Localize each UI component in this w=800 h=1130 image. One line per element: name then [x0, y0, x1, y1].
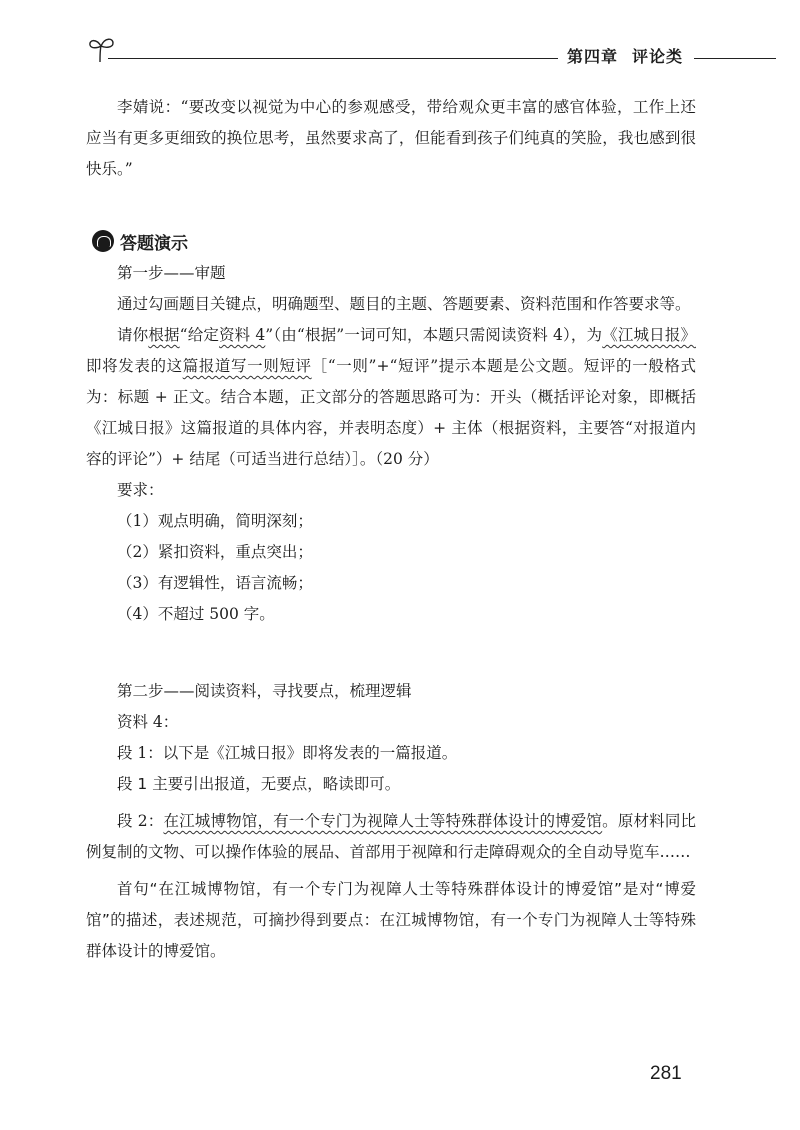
- paragraph-2-note: 首句“在江城博物馆，有一个专门为视障人士等特殊群体设计的博爱馆”是对“博爱馆”的描述，表述规范，可摘抄得到要点：在江城博物馆，有一个专门为视障人士等特殊群体设计的博爱馆。: [86, 880, 696, 960]
- running-header: [567, 44, 683, 67]
- paragraph-1-note: 段 1 主要引出报道，无要点，略读即可。: [117, 775, 401, 793]
- material-paragraph-2: [86, 806, 696, 868]
- marked-keyword: 根据: [148, 326, 180, 344]
- material-label: 资料 4：: [117, 713, 179, 731]
- header-rule-left: [108, 58, 558, 59]
- section-heading: [92, 226, 188, 256]
- requirement-item: （3）有逻辑性，语言流畅；: [117, 574, 313, 592]
- step1-analysis: [86, 320, 696, 475]
- step2-block: [86, 676, 696, 967]
- text-run: “给定: [179, 326, 220, 344]
- step1-heading: 第一步——审题: [117, 264, 226, 282]
- requirement-item: （2）紧扣资料，重点突出；: [117, 543, 313, 561]
- text-run: 请你: [117, 326, 149, 344]
- requirements-label: 要求：: [117, 481, 164, 499]
- chapter-label: 第四章: [567, 47, 619, 66]
- answer-demo-icon: [92, 230, 114, 252]
- header-rule-right: [694, 58, 776, 59]
- page-number: 281: [650, 1063, 682, 1084]
- step2-heading: 第二步——阅读资料，寻找要点，梳理逻辑: [117, 682, 412, 700]
- requirement-item: （1）观点明确，简明深刻；: [117, 512, 313, 530]
- requirement-item: （4）不超过 500 字。: [117, 605, 275, 623]
- text-run: ［“一则”+“短评”提示本题是公文题。短评的一般格式为：标题 + 正文。结合本题，正文部分的答题思路可为：开头（概括评论对象，即概括《江城日报》这篇报道的具体内容，并表明态度）+ 主体（根据资料，主要答“对报道内容的评论”）+ 结尾（可适当进行总结）］。（20 分）: [86, 357, 696, 468]
- text-run: 。原材料同比例复制的文物、可以操作体验的展品、首部用于视障和行走障碍观众的全自动导览车……: [86, 812, 696, 861]
- marked-keyword: 《江城日报》: [602, 326, 696, 344]
- step1-block: [86, 258, 696, 630]
- quote-paragraph: [86, 92, 696, 185]
- paragraph-text: 李婧说：“要改变以视觉为中心的参观感受，带给观众更丰富的感官体验，工作上还应当有更多更细致的换位思考，虽然要求高了，但能看到孩子们纯真的笑脸，我也感到很快乐。”: [86, 98, 696, 178]
- material-paragraph-1: 段 1：以下是《江城日报》即将发表的一篇报道。: [117, 744, 458, 762]
- step1-intro: 通过勾画题目关键点，明确题型、题目的主题、答题要素、资料范围和作答要求等。: [117, 295, 691, 313]
- section-label: 评论类: [632, 47, 684, 66]
- marked-sentence: 在江城博物馆，有一个专门为视障人士等特殊群体设计的博爱馆: [163, 812, 603, 830]
- text-run: ”（由“根据”一词可知，本题只需阅读资料 4），为: [265, 326, 603, 344]
- text-run: 段 2：: [117, 812, 164, 830]
- marked-keyword: 资料 4: [219, 326, 266, 344]
- section-title: 答题演示: [120, 233, 188, 254]
- text-run: 即将发表的这: [86, 357, 183, 375]
- marked-keyword: 篇报道写一则短评: [182, 357, 312, 375]
- sprout-icon: [86, 34, 120, 64]
